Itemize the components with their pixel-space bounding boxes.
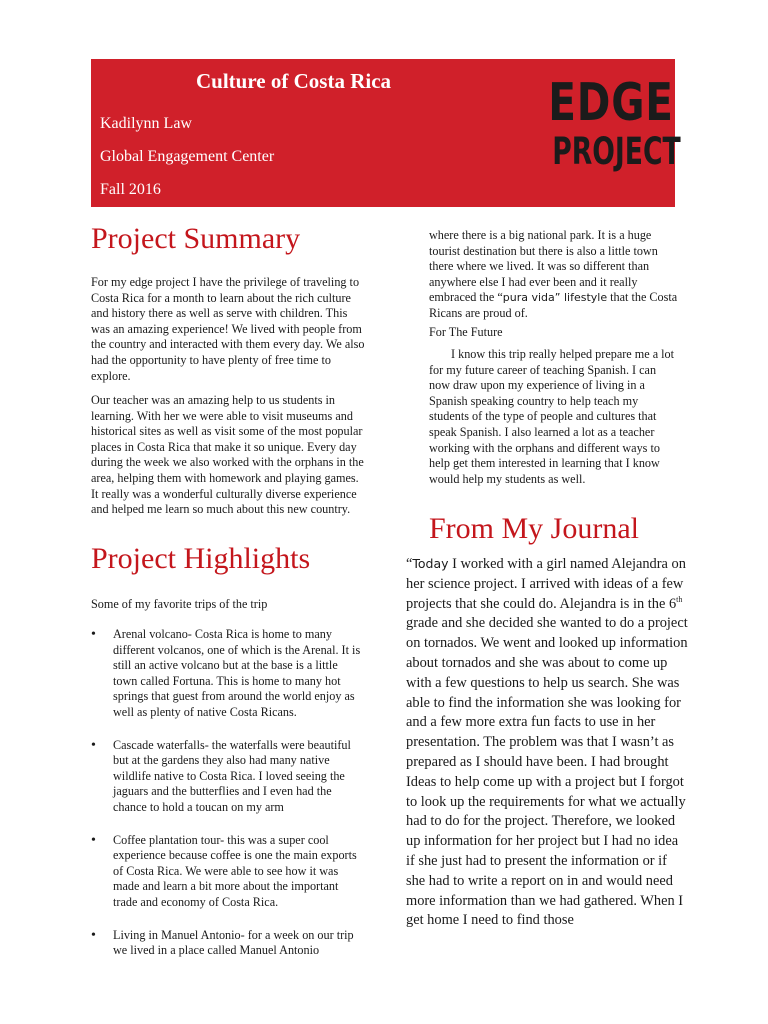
highlights-heading: Project Highlights [91, 542, 311, 575]
document-title: Culture of Costa Rica [196, 69, 392, 93]
highlight-text: Cascade waterfalls- the waterfalls were beautiful but at the gardens they also had many native wildlife native to Costa Rica. I loved seeing the jaguars and the butterflies and I even had the chance to hold a toucan on my arm [113, 737, 351, 814]
journal-text-part-2: grade and she decided she wanted to do a project on tornados. We went and looked up information about tornados and she was about to come up with a few questions to help us search. She was able to find the information she was looking for and a few more extra fun facts to use in her presentation. The problem was that I wasn’t as prepared as I should have been. I had brought Ideas to help come up with a project but I forgot to look up the requirements for what we actually had to do for the project. Therefore, we looked up information for her project but I had no idea if she just had to present the information or if she had to write a report on in and would need more information than we had gathered. When I get home I need to find those [406, 615, 688, 929]
author-name: Kadilynn Law [100, 115, 192, 132]
journal-heading: From My Journal [429, 512, 639, 545]
journal-open-quote: “ [406, 556, 413, 572]
future-paragraph: I know this trip really helped prepare me a lot for my future career of teaching Spanish. I can now draw upon my experience of living in a Spanish speaking country to help teach my students of the type of people and cultures that speak Spanish. I also learned a lot as a teacher working with the orphans and different ways to help get them interested in learning that I know would help my students as well. [429, 347, 675, 486]
logo-word-edge: EDGE [548, 73, 674, 133]
edge-project-logo [534, 73, 681, 173]
term-label: Fall 2016 [100, 181, 161, 198]
list-item [91, 833, 363, 911]
summary-heading: Project Summary [91, 222, 301, 255]
header-banner [91, 59, 681, 207]
highlights-intro: Some of my favorite trips of the trip [91, 597, 268, 611]
bullet-icon: • [91, 627, 96, 642]
highlight-text: Arenal volcano- Costa Rica is home to many different volcanos, one of which is the Arenal. It is still an active volcano but at the base is a little town called Fortuna. This is home to many hot springs that guest from around the world enjoy as well as plenty of native Costa Ricans. [113, 627, 361, 719]
summary-paragraph-2: Our teacher was an amazing help to us students in learning. With her we were able to visit museums and historical sites as well as visit some of the most popular places in Costa Rica that make it so unique. Every day during the week we also worked with the orphans in the area, helping them with homework and playing games. It really was a wonderful culturally diverse experience and helped me learn so much about this new country. [91, 393, 364, 517]
future-label: For The Future [429, 325, 503, 339]
ordinal-superscript: th [676, 594, 683, 604]
bullet-icon: • [91, 737, 96, 753]
journal-entry [406, 554, 688, 931]
logo-word-project: PROJECT [552, 130, 681, 173]
list-item [91, 627, 363, 721]
highlight-text: Coffee plantation tour- this was a super cool experience because coffee is one the main exports of Costa Rica. We were able to see how it was made and learn a bit more about the important trade and economy of Costa Rica. [113, 832, 357, 909]
bullet-icon: • [91, 832, 96, 848]
highlights-list [91, 627, 363, 976]
organization-name: Global Engagement Center [100, 148, 275, 165]
journal-first-word: Today [412, 556, 449, 571]
manuel-antonio-continued [429, 228, 679, 322]
list-item [91, 928, 363, 959]
continued-text-end: that the Costa Ricans are proud of. [429, 290, 678, 320]
pura-vida-phrase: pura vida” lifestyle [502, 291, 608, 305]
journal-text-part-1: I worked with a girl named Alejandra on her science project. I arrived with ideas of a few projects that she could do. Alejandra is in the 6 [406, 556, 686, 612]
summary-paragraph-1: For my edge project I have the privilege of traveling to Costa Rica for a month to learn about the rich culture and history there as well as serve with children. This was an amazing experience! We lived with people from the country and interacted with them every day. We also had the opportunity to have plenty of free time to explore. [91, 275, 365, 383]
bullet-icon: • [91, 927, 96, 943]
highlight-text: Living in Manuel Antonio- for a week on our trip we lived in a place called Manuel Antonio [113, 927, 354, 958]
continued-text: where there is a big national park. It is a huge tourist destination but there is also a little town there where we lived. It was so different than anywhere else I had ever been and it really embraced the “ [429, 228, 658, 305]
list-item [91, 738, 363, 816]
